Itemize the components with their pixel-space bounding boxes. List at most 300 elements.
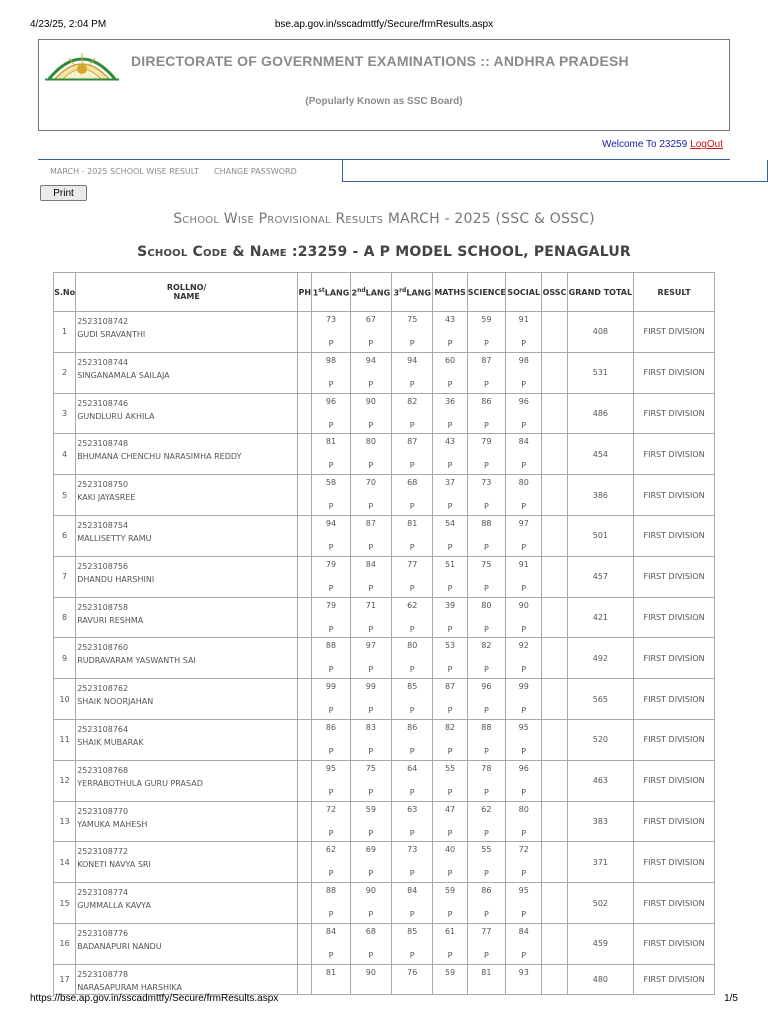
result — [634, 597, 715, 638]
pass-status: P — [409, 420, 415, 430]
banner-title: DIRECTORATE OF GOVERNMENT EXAMINATIONS :: ANDHRA PRADESH — [131, 53, 629, 69]
col-grand-total: GRAND TOTAL — [567, 273, 634, 312]
pass-status: P — [368, 502, 374, 512]
pass-status: P — [483, 787, 489, 797]
mark-l2 — [350, 842, 391, 883]
roll-number: 2523108748 — [77, 439, 129, 449]
pass-status: P — [483, 706, 489, 716]
mark-l3 — [392, 842, 433, 883]
result — [634, 842, 715, 883]
result — [634, 393, 715, 434]
col-ossc: OSSC — [542, 273, 567, 312]
result-value: FIRST DIVISION — [643, 408, 705, 418]
result-value: FIRST DIVISION — [643, 939, 705, 949]
mark-social — [506, 515, 542, 556]
grand-total-value: 383 — [592, 816, 609, 826]
serial-number — [54, 638, 76, 679]
mark-social — [506, 434, 542, 475]
mark-value: 59 — [365, 804, 376, 814]
pass-status: P — [409, 746, 415, 756]
mark-value: 94 — [407, 355, 418, 365]
pass-status: P — [368, 379, 374, 389]
pass-status: P — [483, 665, 489, 675]
pass-status: P — [447, 379, 453, 389]
result-value: FIRST DIVISION — [643, 816, 705, 826]
result — [634, 801, 715, 842]
welcome-text: Welcome To 23259 — [601, 139, 688, 150]
pass-status: P — [328, 379, 334, 389]
ossc-cell — [542, 883, 567, 924]
roll-and-name — [76, 515, 298, 556]
mark-science — [467, 923, 505, 964]
pass-status: P — [368, 910, 374, 920]
mark-l3 — [392, 923, 433, 964]
mark-value: 90 — [365, 886, 376, 896]
roll-number: 2523108778 — [77, 969, 129, 979]
pass-status: P — [328, 910, 334, 920]
grand-total-value: 463 — [592, 776, 609, 786]
mark-science — [467, 597, 505, 638]
mark-value: 59 — [444, 967, 456, 977]
student-name: GUNDLURU AKHILA — [77, 411, 155, 421]
results-table — [53, 272, 715, 995]
mark-maths — [433, 556, 467, 597]
logout-link[interactable]: LogOut — [690, 139, 723, 150]
pass-status: P — [483, 950, 489, 960]
mark-value: 81 — [481, 967, 492, 977]
result — [634, 719, 715, 760]
pass-status: P — [447, 542, 453, 552]
grand-total — [567, 597, 634, 638]
student-name: SINGANAMALA SAILAJA — [77, 370, 170, 380]
pass-status: P — [483, 583, 489, 593]
mark-l2 — [350, 597, 391, 638]
mark-l2 — [350, 352, 391, 393]
roll-and-name — [76, 760, 298, 801]
ossc-cell — [542, 597, 567, 638]
pass-status: P — [447, 828, 453, 838]
serial-number — [54, 923, 76, 964]
ph-cell — [298, 760, 312, 801]
ossc-cell — [542, 719, 567, 760]
result-value: FIRST DIVISION — [643, 898, 705, 908]
serial-number — [54, 434, 76, 475]
print-header — [0, 0, 768, 30]
mark-value: 96 — [481, 682, 492, 692]
mark-l3 — [392, 312, 433, 353]
mark-value: 91 — [518, 559, 529, 569]
mark-social — [506, 393, 542, 434]
table-row — [54, 352, 715, 393]
pass-status: P — [447, 583, 453, 593]
mark-value: 80 — [518, 478, 529, 488]
result-value: FIRST DIVISION — [643, 612, 705, 622]
pass-status: P — [409, 950, 415, 960]
mark-maths — [433, 393, 467, 434]
mark-social — [506, 597, 542, 638]
table-row — [54, 434, 715, 475]
result — [634, 883, 715, 924]
roll-and-name — [76, 434, 298, 475]
table-row — [54, 515, 715, 556]
mark-l3 — [392, 801, 433, 842]
pass-status: P — [521, 542, 527, 552]
menu-item-school-wise-result[interactable]: MARCH - 2025 SCHOOL WISE RESULT — [50, 167, 200, 176]
mark-science — [467, 842, 505, 883]
mark-value: 84 — [407, 886, 418, 896]
pass-status: P — [368, 869, 374, 879]
mark-l2 — [350, 679, 391, 720]
pass-status: P — [328, 869, 334, 879]
ossc-cell — [542, 842, 567, 883]
mark-value: 62 — [325, 845, 337, 855]
mark-l1 — [312, 352, 350, 393]
mark-value: 92 — [518, 641, 529, 651]
student-name: SHAIK NOORJAHAN — [77, 697, 154, 707]
pass-status: P — [368, 665, 374, 675]
mark-value: 87 — [444, 682, 456, 692]
roll-and-name — [76, 883, 298, 924]
grand-total-value: 501 — [592, 531, 609, 541]
mark-value: 59 — [444, 886, 456, 896]
mark-value: 95 — [325, 763, 337, 773]
student-name: BHUMANA CHENCHU NARASIMHA REDDY — [77, 452, 242, 462]
mark-social — [506, 760, 542, 801]
roll-number: 2523108762 — [77, 684, 129, 694]
serial-number-value: 5 — [62, 490, 68, 500]
grand-total-value: 457 — [592, 572, 609, 582]
mark-value: 86 — [407, 722, 418, 732]
header-banner — [38, 39, 730, 131]
pass-status: P — [368, 542, 374, 552]
pass-status: P — [483, 910, 489, 920]
grand-total — [567, 556, 634, 597]
mark-value: 84 — [518, 926, 529, 936]
grand-total — [567, 679, 634, 720]
mark-value: 84 — [365, 559, 376, 569]
grand-total-value: 421 — [592, 612, 609, 622]
serial-number-value: 2 — [62, 368, 68, 378]
mark-l2 — [350, 760, 391, 801]
pass-status: P — [521, 665, 527, 675]
mark-science — [467, 883, 505, 924]
pass-status: P — [328, 665, 334, 675]
grand-total-value: 371 — [592, 857, 609, 867]
mark-value: 82 — [481, 641, 492, 651]
mark-l1 — [312, 923, 350, 964]
mark-l3 — [392, 556, 433, 597]
pass-status: P — [328, 828, 334, 838]
table-row — [54, 801, 715, 842]
mark-l1 — [312, 883, 350, 924]
pass-status: P — [483, 869, 489, 879]
mark-value: 62 — [481, 804, 492, 814]
mark-value: 43 — [444, 437, 456, 447]
serial-number — [54, 352, 76, 393]
mark-l1 — [312, 312, 350, 353]
mark-value: 79 — [325, 559, 337, 569]
mark-l3 — [392, 760, 433, 801]
roll-and-name — [76, 679, 298, 720]
print-url: bse.ap.gov.in/sscadmttfy/Secure/frmResults.aspx — [274, 19, 494, 30]
mark-value: 94 — [325, 518, 337, 528]
serial-number-value: 17 — [59, 974, 70, 984]
mark-l1 — [312, 597, 350, 638]
mark-maths — [433, 883, 467, 924]
mark-maths — [433, 312, 467, 353]
student-name: MALLISETTY RAMU — [77, 533, 152, 543]
mark-value: 82 — [444, 722, 456, 732]
mark-value: 75 — [365, 763, 376, 773]
grand-total — [567, 801, 634, 842]
mark-l1 — [312, 556, 350, 597]
result — [634, 312, 715, 353]
serial-number — [54, 801, 76, 842]
mark-value: 97 — [365, 641, 376, 651]
pass-status: P — [328, 706, 334, 716]
table-row — [54, 638, 715, 679]
pass-status: P — [483, 746, 489, 756]
pass-status: P — [521, 787, 527, 797]
student-name: SHAIK MUBARAK — [77, 737, 144, 747]
mark-value: 87 — [481, 355, 492, 365]
ph-cell — [298, 679, 312, 720]
pass-status: P — [328, 542, 334, 552]
mark-value: 79 — [481, 437, 492, 447]
grand-total-value: 408 — [592, 327, 609, 337]
ph-cell — [298, 842, 312, 883]
welcome-bar — [602, 139, 723, 150]
result-value: FIRST DIVISION — [643, 653, 705, 663]
serial-number-value: 6 — [62, 531, 68, 541]
table-row — [54, 679, 715, 720]
grand-total — [567, 312, 634, 353]
mark-maths — [433, 842, 467, 883]
result — [634, 760, 715, 801]
pass-status: P — [409, 706, 415, 716]
ossc-cell — [542, 679, 567, 720]
mark-science — [467, 475, 505, 516]
pass-status: P — [409, 583, 415, 593]
pass-status: P — [521, 828, 527, 838]
result-value: FIRST DIVISION — [643, 857, 705, 867]
mark-science — [467, 312, 505, 353]
table-row — [54, 719, 715, 760]
student-name: KAKI JAYASREE — [77, 493, 136, 503]
mark-l3 — [392, 883, 433, 924]
print-datetime: 4/23/25, 2:04 PM — [30, 19, 107, 30]
roll-and-name — [76, 352, 298, 393]
roll-number: 2523108744 — [77, 357, 129, 367]
mark-science — [467, 801, 505, 842]
mark-value: 81 — [407, 518, 418, 528]
grand-total-value: 565 — [592, 694, 609, 704]
mark-value: 61 — [444, 926, 456, 936]
mark-science — [467, 352, 505, 393]
pass-status: P — [328, 420, 334, 430]
mark-value: 95 — [518, 886, 529, 896]
mark-value: 98 — [518, 355, 529, 365]
ph-cell — [298, 434, 312, 475]
pass-status: P — [447, 665, 453, 675]
pass-status: P — [409, 869, 415, 879]
mark-value: 51 — [444, 559, 456, 569]
roll-number: 2523108742 — [77, 317, 129, 326]
roll-number: 2523108750 — [77, 480, 129, 490]
mark-value: 93 — [518, 967, 529, 977]
mark-maths — [433, 760, 467, 801]
grand-total — [567, 719, 634, 760]
school-title: School Code & Name :23259 - A P MODEL SCHOOL, PENAGALUR — [137, 244, 631, 260]
pass-status: P — [328, 339, 334, 348]
mark-value: 96 — [325, 396, 337, 406]
mark-social — [506, 312, 542, 353]
pass-status: P — [409, 542, 415, 552]
mark-value: 80 — [518, 804, 529, 814]
mark-l1 — [312, 760, 350, 801]
mark-l1 — [312, 842, 350, 883]
pass-status: P — [521, 910, 527, 920]
mark-value: 83 — [365, 722, 376, 732]
table-header-row — [54, 273, 715, 312]
pass-status: P — [521, 624, 527, 634]
student-name: GUMMALLA KAVYA — [77, 901, 151, 911]
roll-and-name — [76, 312, 298, 353]
mark-value: 58 — [325, 478, 337, 488]
grand-total-value: 459 — [592, 939, 609, 949]
ph-cell — [298, 312, 312, 353]
table-row — [54, 475, 715, 516]
mark-value: 75 — [407, 315, 418, 324]
pass-status: P — [368, 461, 374, 471]
pass-status: P — [368, 950, 374, 960]
pass-status: P — [447, 706, 453, 716]
mark-value: 39 — [444, 600, 456, 610]
mark-value: 97 — [518, 518, 529, 528]
mark-value: 53 — [444, 641, 456, 651]
serial-number-value: 11 — [59, 735, 70, 745]
page-title: School Wise Provisional Results MARCH - 2025 (SSC & OSSC) — [173, 211, 595, 227]
pass-status: P — [521, 706, 527, 716]
mark-value: 62 — [407, 600, 418, 610]
mark-value: 73 — [325, 315, 337, 324]
mark-value: 90 — [365, 967, 376, 977]
mark-value: 80 — [481, 600, 492, 610]
result-value: FIRST DIVISION — [643, 572, 705, 582]
grand-total — [567, 393, 634, 434]
serial-number-value: 16 — [59, 939, 70, 949]
mark-maths — [433, 801, 467, 842]
mark-maths — [433, 638, 467, 679]
mark-social — [506, 638, 542, 679]
mark-value: 99 — [325, 682, 337, 692]
pass-status: P — [409, 910, 415, 920]
table-row — [54, 842, 715, 883]
print-button[interactable]: Print — [40, 185, 87, 201]
mark-l2 — [350, 719, 391, 760]
pass-status: P — [447, 910, 453, 920]
mark-value: 54 — [444, 518, 456, 528]
serial-number — [54, 679, 76, 720]
mark-l1 — [312, 515, 350, 556]
mark-value: 82 — [407, 396, 418, 406]
serial-number — [54, 842, 76, 883]
serial-number-value: 15 — [59, 898, 70, 908]
result-value: FIRST DIVISION — [643, 531, 705, 541]
roll-number: 2523108746 — [77, 398, 129, 408]
mark-value: 68 — [365, 926, 376, 936]
mark-l2 — [350, 883, 391, 924]
grand-total-value: 520 — [592, 735, 609, 745]
ph-cell — [298, 393, 312, 434]
serial-number-value: 9 — [62, 653, 68, 663]
mark-maths — [433, 597, 467, 638]
mark-value: 96 — [518, 763, 529, 773]
table-row — [54, 312, 715, 353]
col-sno: S.No — [54, 273, 76, 312]
mark-l2 — [350, 475, 391, 516]
mark-maths — [433, 515, 467, 556]
menu-item-change-password[interactable]: CHANGE PASSWORD — [214, 167, 297, 176]
student-name: YERRABOTHULA GURU PRASAD — [77, 778, 203, 788]
mark-value: 70 — [365, 478, 376, 488]
result-value: FIRST DIVISION — [643, 776, 705, 786]
result-value: FIRST DIVISION — [643, 735, 705, 745]
pass-status: P — [483, 502, 489, 512]
mark-social — [506, 352, 542, 393]
col-social: SOCIAL — [506, 273, 542, 312]
pass-status: P — [521, 420, 527, 430]
table-row — [54, 556, 715, 597]
result-value: FIRST DIVISION — [643, 449, 705, 459]
grand-total-value: 480 — [592, 974, 609, 984]
student-name: GUDI SRAVANTHI — [77, 330, 146, 339]
result — [634, 434, 715, 475]
mark-l2 — [350, 515, 391, 556]
serial-number-value: 4 — [62, 449, 68, 459]
grand-total — [567, 515, 634, 556]
ossc-cell — [542, 638, 567, 679]
mark-social — [506, 719, 542, 760]
footer-url: https://bse.ap.gov.in/sscadmttfy/Secure/frmResults.aspx — [30, 993, 279, 1004]
mark-value: 86 — [481, 396, 492, 406]
mark-value: 43 — [444, 315, 456, 324]
pass-status: P — [409, 787, 415, 797]
pass-status: P — [328, 461, 334, 471]
serial-number-value: 13 — [59, 816, 70, 826]
mark-value: 72 — [518, 845, 529, 855]
serial-number-value: 1 — [62, 327, 68, 337]
mark-l3 — [392, 679, 433, 720]
mark-value: 85 — [407, 682, 418, 692]
mark-value: 60 — [444, 355, 456, 365]
table-row — [54, 923, 715, 964]
grand-total — [567, 434, 634, 475]
serial-number — [54, 883, 76, 924]
pass-status: P — [521, 869, 527, 879]
mark-maths — [433, 434, 467, 475]
ossc-cell — [542, 312, 567, 353]
mark-maths — [433, 352, 467, 393]
mark-value: 86 — [481, 886, 492, 896]
ph-cell — [298, 923, 312, 964]
mark-value: 99 — [518, 682, 529, 692]
pass-status: P — [409, 461, 415, 471]
mark-l2 — [350, 801, 391, 842]
mark-value: 69 — [365, 845, 376, 855]
mark-l3 — [392, 719, 433, 760]
mark-value: 85 — [407, 926, 418, 936]
